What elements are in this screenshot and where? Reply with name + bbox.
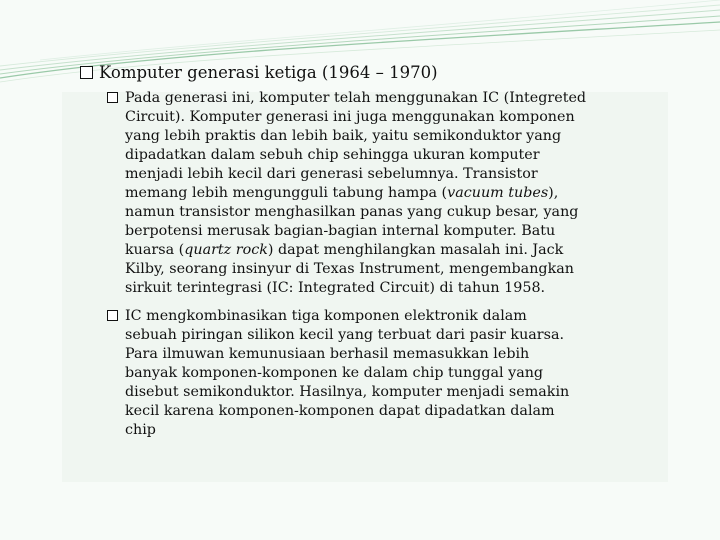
text-run: Circuit). Komputer generasi ini juga menggunakan komponen: [125, 109, 575, 125]
text-run: namun transistor menghasilkan panas yang cukup besar, yang: [125, 204, 579, 220]
text-run: ),: [548, 185, 559, 201]
paragraph-line: [107, 402, 663, 421]
text-run: berpotensi merusak bagian-bagian internal komputer. Batu: [125, 223, 556, 239]
paragraph-line: [107, 203, 663, 222]
text-run: disebut semikonduktor. Hasilnya, komputer menjadi semakin: [125, 384, 570, 400]
text-run: banyak komponen-komponen ke dalam chip tunggal yang: [125, 365, 544, 381]
slide-heading: [80, 62, 680, 84]
text-run: kuarsa (: [125, 242, 185, 258]
paragraph-line: [107, 184, 663, 203]
text-run: IC mengkombinasikan tiga komponen elektronik dalam: [125, 308, 527, 324]
text-run: sirkuit terintegrasi (IC: Integrated Circuit) di tahun 1958.: [125, 280, 546, 296]
text-run: yang lebih praktis dan lebih baik, yaitu semikonduktor yang: [125, 128, 562, 144]
italic-term: quartz rock: [184, 242, 268, 258]
text-run: menjadi lebih kecil dari generasi sebelumnya. Transistor: [125, 166, 538, 182]
paragraph-line: [107, 127, 663, 146]
paragraph-line: [107, 307, 663, 326]
paragraph-line: [107, 222, 663, 241]
paragraph-2: [107, 307, 663, 440]
paragraph-line: [107, 345, 663, 364]
paragraph-line: [107, 241, 663, 260]
paragraph-line: [107, 260, 663, 279]
paragraph-line: [107, 279, 663, 298]
text-run: ) dapat menghilangkan masalah ini. Jack: [267, 242, 564, 258]
text-run: Kilby, seorang insinyur di Texas Instrument, mengembangkan: [125, 261, 574, 277]
text-run: sebuah piringan silikon kecil yang terbuat dari pasir kuarsa.: [125, 327, 565, 343]
text-run: chip: [125, 422, 156, 438]
text-run: kecil karena komponen-komponen dapat dipadatkan dalam: [125, 403, 555, 419]
paragraph-1: [107, 89, 663, 298]
paragraph-line: [107, 383, 663, 402]
paragraph-line: [107, 165, 663, 184]
text-run: memang lebih mengungguli tabung hampa (: [125, 185, 448, 201]
paragraph-line: [107, 421, 663, 440]
square-bullet-icon: [107, 92, 118, 103]
text-run: Pada generasi ini, komputer telah menggunakan IC (Integreted: [125, 90, 587, 106]
square-bullet-icon: [107, 310, 118, 321]
paragraph-line: [107, 108, 663, 127]
italic-term: vacuum tubes: [447, 185, 549, 201]
heading-text: Komputer generasi ketiga (1964 – 1970): [99, 63, 438, 82]
paragraph-line: [107, 326, 663, 345]
paragraph-line: [107, 89, 663, 108]
paragraph-line: [107, 364, 663, 383]
square-bullet-icon: [80, 66, 93, 79]
paragraph-line: [107, 146, 663, 165]
text-run: dipadatkan dalam sebuh chip sehingga ukuran komputer: [125, 147, 540, 163]
text-run: Para ilmuwan kemunusiaan berhasil memasukkan lebih: [125, 346, 530, 362]
